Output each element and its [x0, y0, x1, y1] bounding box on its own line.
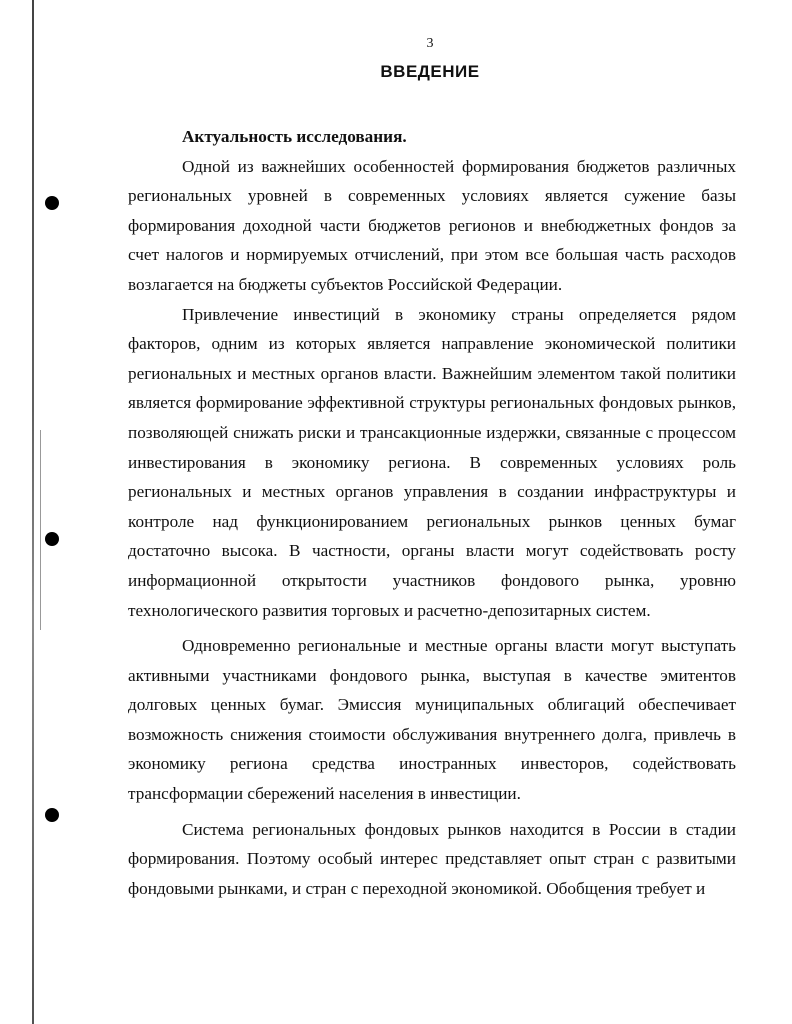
page-title: ВВЕДЕНИЕ	[380, 62, 480, 81]
scan-edge-mark	[40, 430, 41, 630]
binder-hole-bottom	[45, 808, 59, 822]
binder-hole-middle	[45, 532, 59, 546]
paragraph-3: Одновременно региональные и местные органы власти могут выступать активными участниками фондового рынка, выступая в качестве эмитентов долговых ценных бумаг. Эмиссия муниципальных облигаций обеспечивает возможность снижения стоимости обслуживания внутреннего долга, привлечь в экономику региона средства иностранных инвесторов, содействовать трансформации сбережений населения в инвестиции.	[128, 636, 736, 804]
document-body	[128, 122, 736, 903]
paragraph-2: Привлечение инвестиций в экономику страны определяется рядом факторов, одним из которых является направление экономической политики региональных и местных органов власти. Важнейшим элементом такой политики является формирование эффективной структуры региональных фондовых рынков, позволяющей снижать риски и трансакционные издержки, связанные с процессом инвестирования в экономику региона. В современных условиях роль региональных и местных органов управления в создании инфраструктуры и контроле над функционированием региональных рынков ценных бумаг достаточно высока. В частности, органы власти могут содействовать росту информационной открытости участников фондового рынка, уровню технологического развития торговых и расчетно-депозитарных систем.	[128, 304, 736, 620]
paragraph-4: Система региональных фондовых рынков находится в России в стадии формирования. Поэтому особый интерес представляет опыт стран с развитыми фондовыми рынками, и стран с переходной экономикой. Обобщения требует и	[128, 819, 736, 898]
scan-left-edge	[32, 0, 34, 1024]
section-subheading: Актуальность исследования.	[182, 127, 407, 146]
binder-hole-top	[45, 196, 59, 210]
paragraph-1: Одной из важнейших особенностей формирования бюджетов различных региональных уровней в современных условиях является сужение базы формирования доходной части бюджетов регионов и внебюджетных фондов за счет налогов и нормируемых отчислений, при этом все большая часть расходов возлагается на бюджеты субъектов Российской Федерации.	[128, 156, 736, 294]
page-number: 3	[426, 36, 434, 51]
